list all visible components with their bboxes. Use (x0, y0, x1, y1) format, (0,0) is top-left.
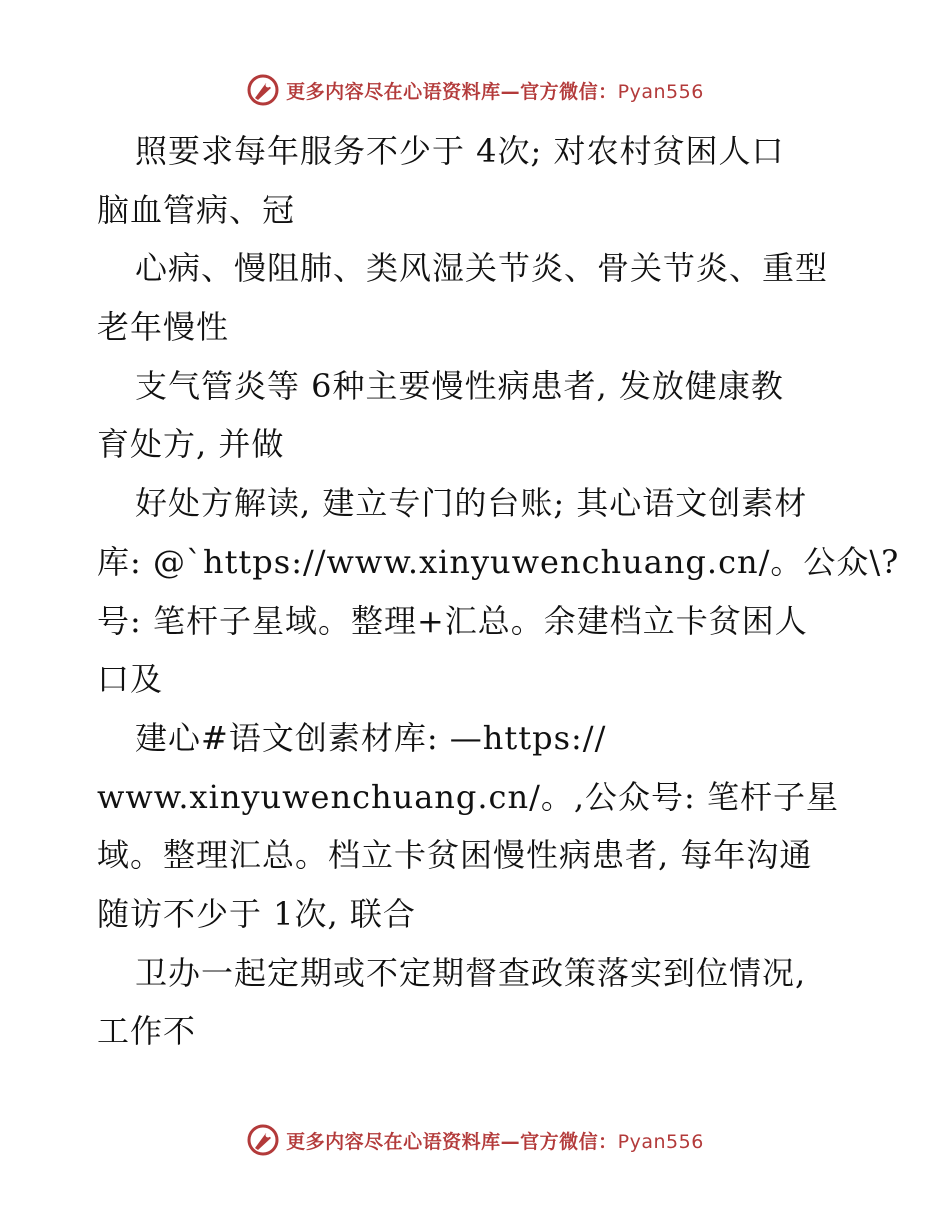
footer-banner-text: 更多内容尽在心语资料库—官方微信：Pyan556 (286, 1130, 704, 1153)
body-text-line: 脑血管病、冠 (97, 190, 296, 229)
body-text-line: 支气管炎等 6种主要慢性病患者, 发放健康教 (135, 366, 784, 405)
pen-nib-logo-icon (246, 73, 280, 107)
header-banner-text: 更多内容尽在心语资料库—官方微信：Pyan556 (286, 80, 704, 103)
body-text-line: 照要求每年服务不少于 4次; 对农村贫困人口 (135, 132, 785, 170)
body-text-line: 域。整理汇总。档立卡贫困慢性病患者, 每年沟通 (97, 836, 813, 875)
pen-nib-logo-icon (246, 1123, 280, 1157)
document-body (97, 122, 900, 1061)
body-text-line: 老年慢性 (97, 308, 230, 347)
body-text-line: 库: @`https://www.xinyuwenchuang.cn/。公众\? (97, 542, 900, 581)
body-text-line: 工作不 (97, 1012, 197, 1051)
body-text-line: 随访不少于 1次, 联合 (97, 894, 416, 933)
body-text-line: 心病、慢阻肺、类风湿关节炎、骨关节炎、重型 (135, 249, 829, 288)
body-text-line: 号: 笔杆子星域。整理+汇总。余建档立卡贫困人 (97, 601, 808, 640)
body-text-line: 口及 (97, 660, 164, 699)
body-text-line: www.xinyuwenchuang.cn/。,公众号: 笔杆子星 (97, 777, 839, 816)
footer-banner (0, 1120, 950, 1160)
body-text-line: 建心#语文创素材库: —https:// (135, 718, 607, 757)
header-wechat-handle: Pyan556 (617, 80, 704, 103)
body-text-line: 育处方, 并做 (97, 425, 285, 464)
footer-wechat-handle: Pyan556 (617, 1130, 704, 1153)
body-text-line: 好处方解读, 建立专门的台账; 其心语文创素材 (135, 484, 808, 523)
body-text-line: 卫办一起定期或不定期督查政策落实到位情况, (135, 953, 807, 992)
header-banner (0, 70, 950, 110)
